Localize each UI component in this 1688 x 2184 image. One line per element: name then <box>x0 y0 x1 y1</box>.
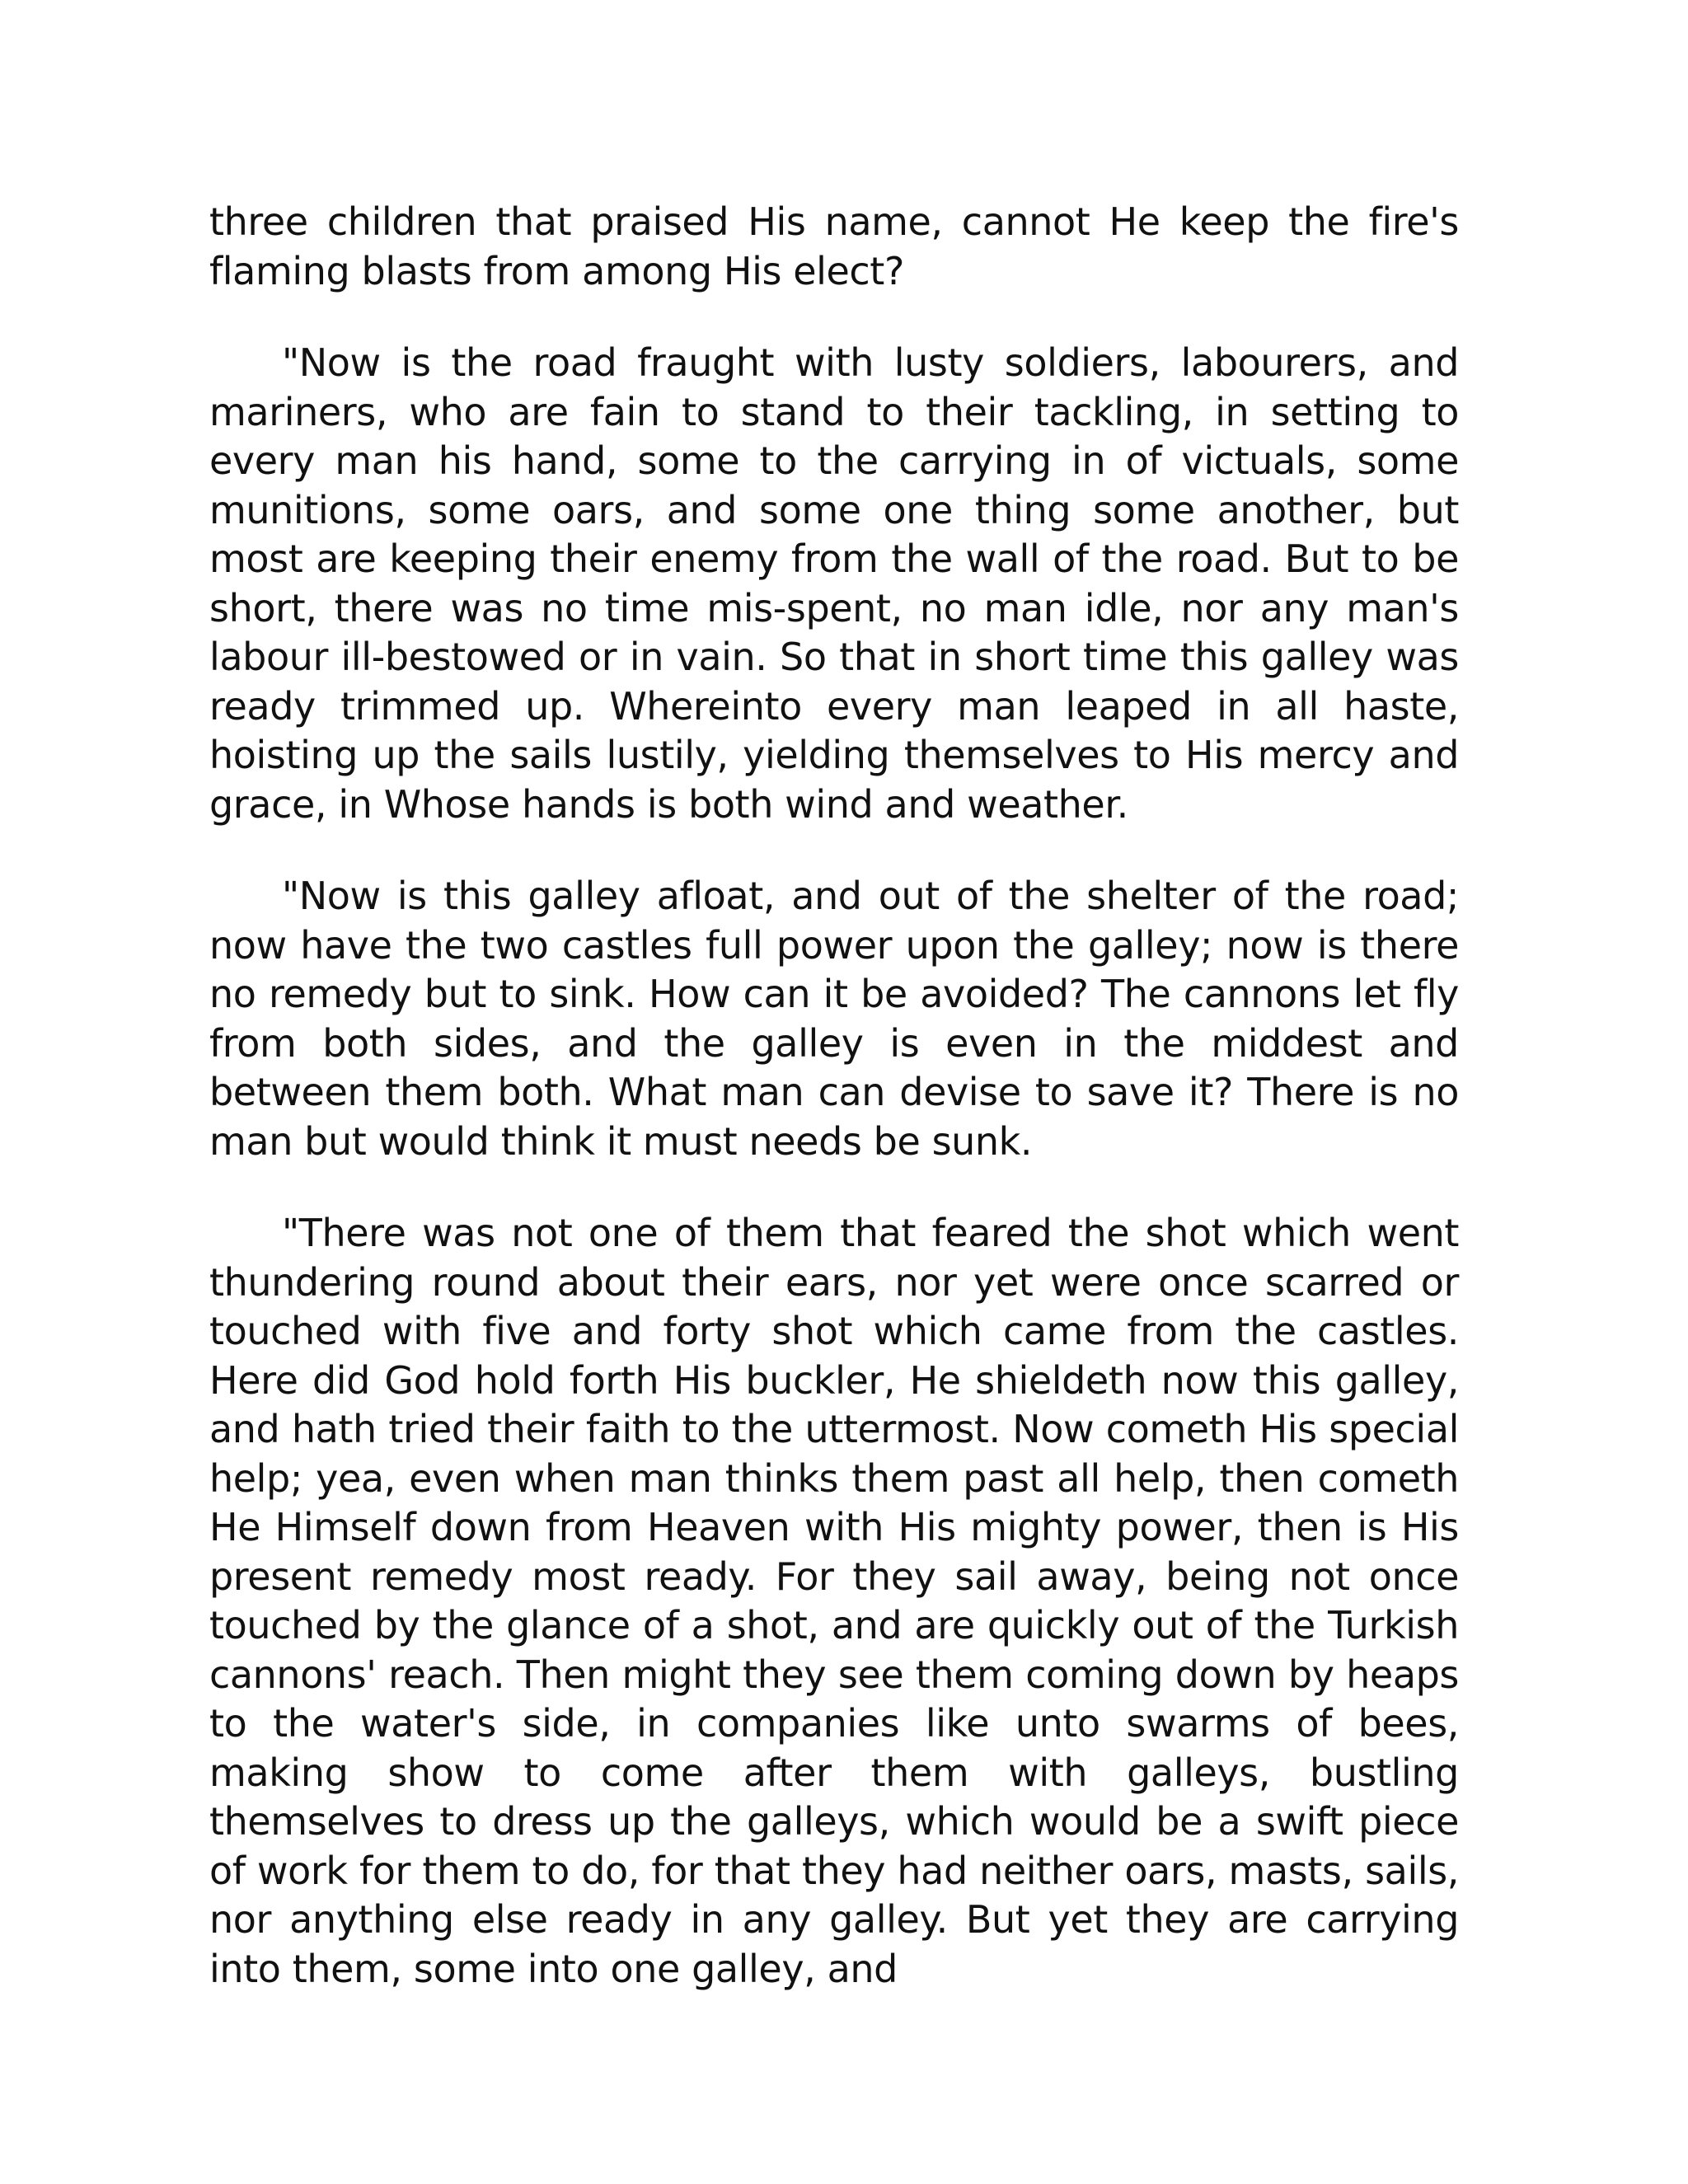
paragraph-continuation: three children that praised His name, cannot He keep the fire's flaming blasts from among His elect? <box>209 199 1459 293</box>
paragraph-shot-thundering: "There was not one of them that feared the shot which went thundering round about their ears, nor yet were once scarred or touched with five and forty shot which came from the castles. Here did God hold forth His buckler, He shieldeth now this galley, and hath tried their faith to the uttermost. Now cometh His special help; yea, even when man thinks them past all help, then cometh He Himself down from Heaven with His mighty power, then is His present remedy most ready. For they sail away, being not once touched by the glance of a shot, and are quickly out of the Turkish cannons' reach. Then might they see them coming down by heaps to the water's side, in companies like unto swarms of bees, making show to come after them with galleys, bustling themselves to dress up the galleys, which would be a swift piece of work for them to do, for that they had neither oars, masts, sails, nor anything else ready in any galley. But yet they are carrying into them, some into one galley, and <box>209 1211 1459 1991</box>
paragraph-galley-afloat: "Now is this galley afloat, and out of the shelter of the road; now have the two castles full power upon the galley; now is there no remedy but to sink. How can it be avoided? The cannons let fly from both sides, and the galley is even in the middest and between them both. What man can devise to save it? There is no man but would think it must needs be sunk. <box>209 874 1459 1164</box>
paragraph-road-fraught: "Now is the road fraught with lusty soldiers, labourers, and mariners, who are fain to stand to their tackling, in setting to every man his hand, some to the carrying in of victuals, some munitions, some oars, and some one thing some another, but most are keeping their enemy from the wall of the road. But to be short, there was no time mis-spent, no man idle, nor any man's labour ill-bestowed or in vain. So that in short time this galley was ready trimmed up. Whereinto every man leaped in all haste, hoisting up the sails lustily, yielding themselves to His mercy and grace, in Whose hands is both wind and weather. <box>209 340 1459 827</box>
body-text <box>209 198 1459 1994</box>
